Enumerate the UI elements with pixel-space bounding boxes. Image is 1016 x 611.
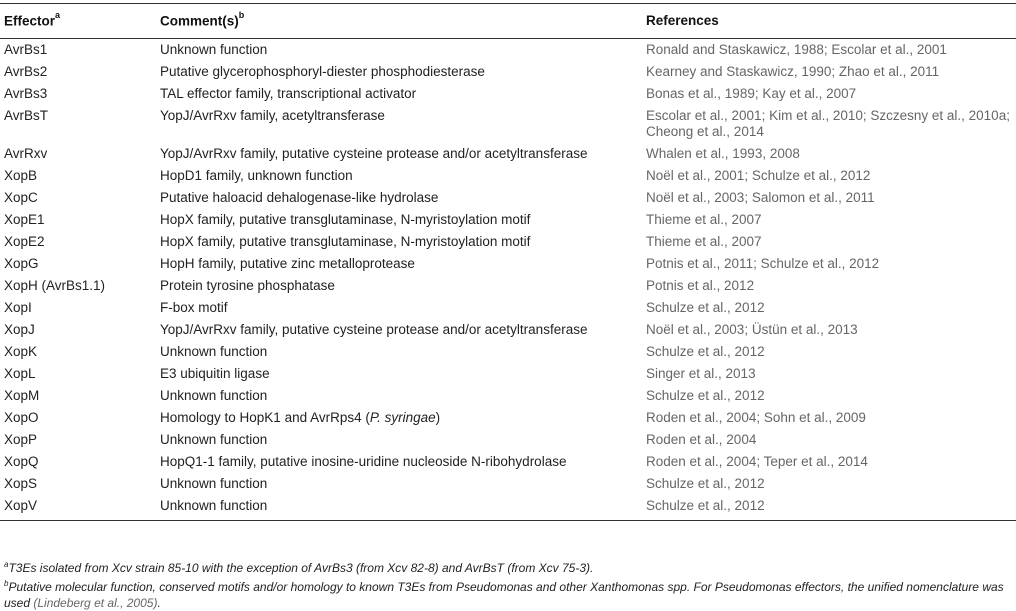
comment-cell: Putative glycerophosphoryl-diester phosphodiesterase xyxy=(160,64,485,79)
effector-cell: XopH (AvrBs1.1) xyxy=(4,278,106,293)
effector-cell: XopE1 xyxy=(4,212,45,227)
effector-cell: AvrBs3 xyxy=(4,86,48,101)
table-row xyxy=(0,473,1016,495)
comment-cell: TAL effector family, transcriptional activator xyxy=(160,86,417,101)
table-row xyxy=(0,495,1016,521)
comment-cell: Protein tyrosine phosphatase xyxy=(160,278,335,293)
references-cell[interactable]: Escolar et al., 2001; Kim et al., 2010; Szczesny et al., 2010a; Cheong et al., 2014 xyxy=(646,108,1010,139)
effector-cell: XopS xyxy=(4,476,38,491)
references-cell[interactable]: Roden et al., 2004 xyxy=(646,432,757,447)
comment-cell: Putative haloacid dehalogenase-like hydrolase xyxy=(160,190,439,205)
effector-cell: AvrRxv xyxy=(4,146,48,161)
footnote-b: $^b$Putative molecular function, conserved motifs and/or homology to known T3Es from Pseudomonas and other Xanthomonas spp. For Pseudomonas effectors, the unified nomenclature was used (Lindeberg et al., 2005). xyxy=(4,579,1004,610)
comment-cell: E3 ubiquitin ligase xyxy=(160,366,270,381)
comment-cell: HopX family, putative transglutaminase, N-myristoylation motif xyxy=(160,212,531,227)
table-row xyxy=(0,165,1016,187)
references-cell[interactable]: Singer et al., 2013 xyxy=(646,366,756,381)
effector-cell: XopC xyxy=(4,190,38,205)
comment-cell: HopQ1-1 family, putative inosine-uridine nucleoside N-ribohydrolase xyxy=(160,454,567,469)
references-cell[interactable]: Thieme et al., 2007 xyxy=(646,212,762,227)
references-cell[interactable]: Noël et al., 2001; Schulze et al., 2012 xyxy=(646,168,871,183)
references-cell[interactable]: Thieme et al., 2007 xyxy=(646,234,762,249)
table-row xyxy=(0,143,1016,165)
table-row xyxy=(0,319,1016,341)
references-cell[interactable]: Potnis et al., 2011; Schulze et al., 2012 xyxy=(646,256,880,271)
effector-cell: XopB xyxy=(4,168,38,183)
references-cell[interactable]: Roden et al., 2004; Sohn et al., 2009 xyxy=(646,410,866,425)
comment-cell: HopX family, putative transglutaminase, N-myristoylation motif xyxy=(160,234,531,249)
comment-cell: Unknown function xyxy=(160,388,268,403)
comment-cell: Unknown function xyxy=(160,476,268,491)
effector-table xyxy=(0,3,1016,521)
table-row xyxy=(0,385,1016,407)
references-cell[interactable]: Noël et al., 2003; Salomon et al., 2011 xyxy=(646,190,875,205)
comment-cell: HopH family, putative zinc metalloprotease xyxy=(160,256,415,271)
effector-cell: XopQ xyxy=(4,454,39,469)
table-row xyxy=(0,407,1016,429)
references-cell[interactable]: Potnis et al., 2012 xyxy=(646,278,755,293)
table-row xyxy=(0,253,1016,275)
table-row xyxy=(0,275,1016,297)
comment-cell: YopJ/AvrRxv family, putative cysteine protease and/or acetyltransferase xyxy=(160,146,588,161)
comment-cell: YopJ/AvrRxv family, putative cysteine protease and/or acetyltransferase xyxy=(160,322,588,337)
effector-cell: XopO xyxy=(4,410,39,425)
table-row xyxy=(0,231,1016,253)
references-cell[interactable]: Schulze et al., 2012 xyxy=(642,495,1016,521)
table-header-row xyxy=(0,4,1016,39)
table-row xyxy=(0,39,1016,62)
effector-cell: AvrBs2 xyxy=(4,64,48,79)
table-row xyxy=(0,187,1016,209)
effector-cell: XopV xyxy=(0,495,156,521)
footnote-a: $^a$T3Es isolated from Xcv strain 85-10 with the exception of AvrBs3 (from Xcv 82-8) and AvrBsT (from Xcv 75-3). xyxy=(4,560,594,575)
references-cell[interactable]: Schulze et al., 2012 xyxy=(646,388,765,403)
comment-cell: Unknown function xyxy=(160,42,268,57)
references-cell[interactable]: Noël et al., 2003; Üstün et al., 2013 xyxy=(646,322,858,337)
table-row xyxy=(0,209,1016,231)
comment-cell: Unknown function xyxy=(156,495,642,521)
references-cell[interactable]: Kearney and Staskawicz, 1990; Zhao et al., 2011 xyxy=(646,64,940,79)
comment-cell: YopJ/AvrRxv family, acetyltransferase xyxy=(160,108,385,123)
table-row xyxy=(0,61,1016,83)
effector-cell: XopK xyxy=(4,344,38,359)
references-cell[interactable]: Whalen et al., 1993, 2008 xyxy=(646,146,800,161)
comment-cell: HopD1 family, unknown function xyxy=(160,168,353,183)
table-footnotes xyxy=(4,557,1014,611)
effector-cell: AvrBs1 xyxy=(4,42,48,57)
comment-cell: Homology to HopK1 and AvrRps4 (P. syringae) xyxy=(160,410,441,425)
table-row xyxy=(0,341,1016,363)
effector-cell: XopL xyxy=(4,366,36,381)
header-references: References xyxy=(642,4,1016,39)
table-row xyxy=(0,105,1016,143)
header-effector: Effector$^a$ xyxy=(0,4,156,39)
table-row xyxy=(0,297,1016,319)
references-cell[interactable]: Schulze et al., 2012 xyxy=(646,300,765,315)
effector-cell: XopM xyxy=(4,388,40,403)
references-cell[interactable]: Ronald and Staskawicz, 1988; Escolar et al., 2001 xyxy=(646,42,947,57)
header-comments: $Comment(s)^b$ xyxy=(156,4,642,39)
references-cell[interactable]: Schulze et al., 2012 xyxy=(646,344,765,359)
references-cell[interactable]: Roden et al., 2004; Teper et al., 2014 xyxy=(646,454,868,469)
comment-cell: Unknown function xyxy=(160,432,268,447)
references-cell[interactable]: Schulze et al., 2012 xyxy=(646,476,765,491)
references-cell[interactable]: Bonas et al., 1989; Kay et al., 2007 xyxy=(646,86,857,101)
comment-cell: F-box motif xyxy=(160,300,228,315)
table-row xyxy=(0,83,1016,105)
footnote-citation-link[interactable]: (Lindeberg et al., 2005) xyxy=(33,596,158,610)
effector-cell: XopI xyxy=(4,300,32,315)
effector-cell: XopJ xyxy=(4,322,35,337)
table-row xyxy=(0,363,1016,385)
effector-cell: XopP xyxy=(4,432,38,447)
comment-cell: Unknown function xyxy=(160,344,268,359)
table-row xyxy=(0,429,1016,451)
effector-cell: XopE2 xyxy=(4,234,45,249)
effector-cell: XopG xyxy=(4,256,39,271)
table-row xyxy=(0,451,1016,473)
effector-cell: AvrBsT xyxy=(4,108,49,123)
